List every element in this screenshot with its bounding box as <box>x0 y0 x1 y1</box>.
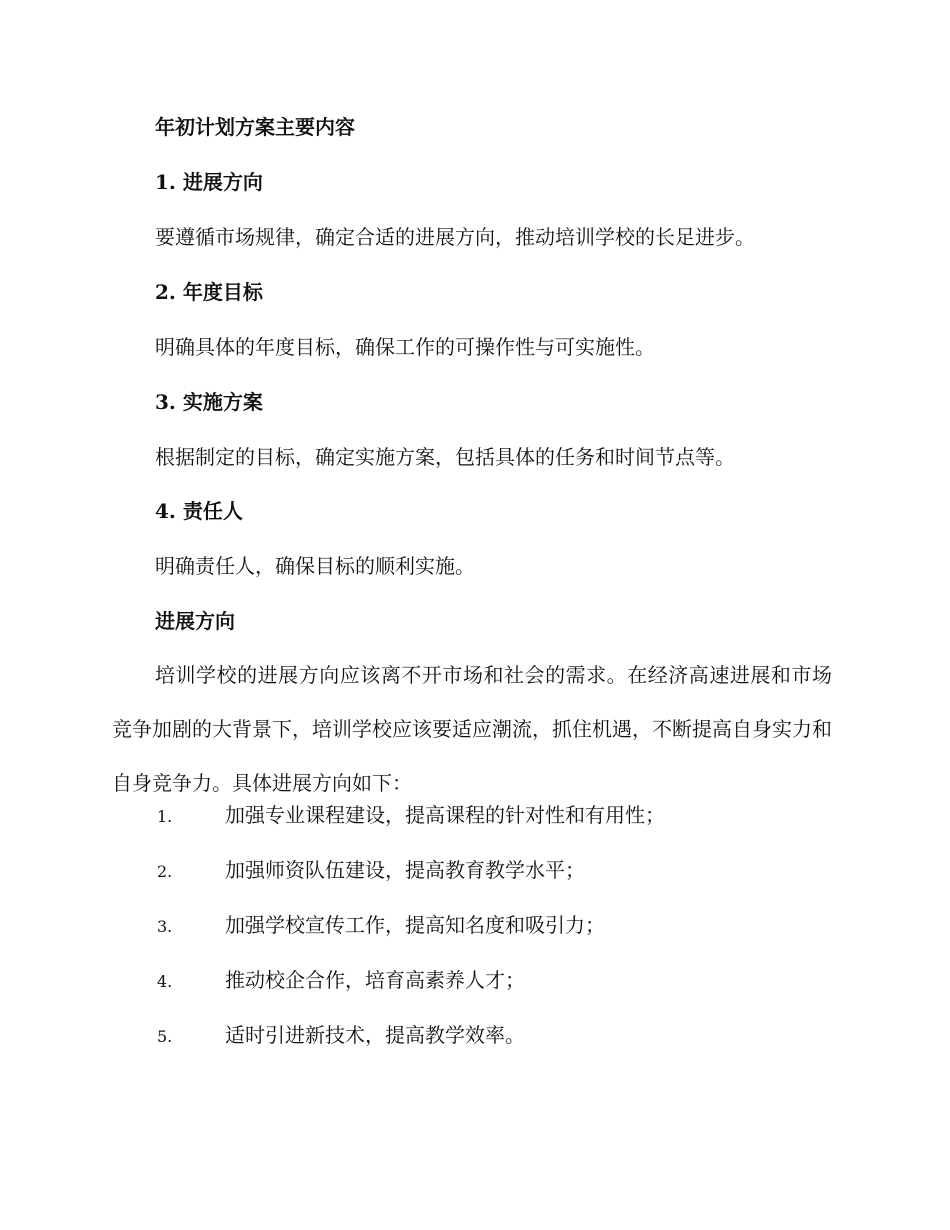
list-item <box>157 801 665 831</box>
direction-heading: 进展方向 <box>155 609 235 633</box>
section-body-1: 要遵循市场规律，确定合适的进展方向，推动培训学校的长足进步。 <box>155 225 755 249</box>
list-text: 推动校企合作，培育高素养人才； <box>225 968 525 992</box>
list-number: 5. <box>157 1027 173 1046</box>
section-body-4: 明确责任人，确保目标的顺利实施。 <box>155 554 475 578</box>
list-text: 适时引进新技术，提高教学效率。 <box>225 1023 525 1047</box>
list-number: 3. <box>157 917 173 936</box>
list-text: 加强专业课程建设，提高课程的针对性和有用性； <box>225 803 665 827</box>
list-item <box>157 1021 525 1051</box>
list-item <box>157 856 585 886</box>
list-number: 2. <box>157 862 173 881</box>
section-body-2: 明确具体的年度目标，确保工作的可操作性与可实施性。 <box>155 335 655 359</box>
direction-paragraph: 培训学校的进展方向应该离不开市场和社会的需求。在经济高速进展和市场竞争加剧的大背景下，培训学校应该要适应潮流，抓住机遇，不断提高自身实力和自身竞争力。具体进展方向如下： <box>112 663 832 795</box>
list-item <box>157 966 525 996</box>
section-heading-2: 2. 年度目标 <box>155 280 263 304</box>
list-text: 加强师资队伍建设，提高教育教学水平； <box>225 858 585 882</box>
document-title: 年初计划方案主要内容 <box>155 115 355 139</box>
list-number: 1. <box>157 807 173 826</box>
list-number: 4. <box>157 972 173 991</box>
section-heading-4: 4. 责任人 <box>155 499 243 523</box>
section-heading-3: 3. 实施方案 <box>155 390 263 414</box>
list-item <box>157 911 605 941</box>
section-heading-1: 1. 进展方向 <box>155 170 263 194</box>
section-body-3: 根据制定的目标，确定实施方案，包括具体的任务和时间节点等。 <box>155 445 735 469</box>
list-text: 加强学校宣传工作，提高知名度和吸引力； <box>225 913 605 937</box>
